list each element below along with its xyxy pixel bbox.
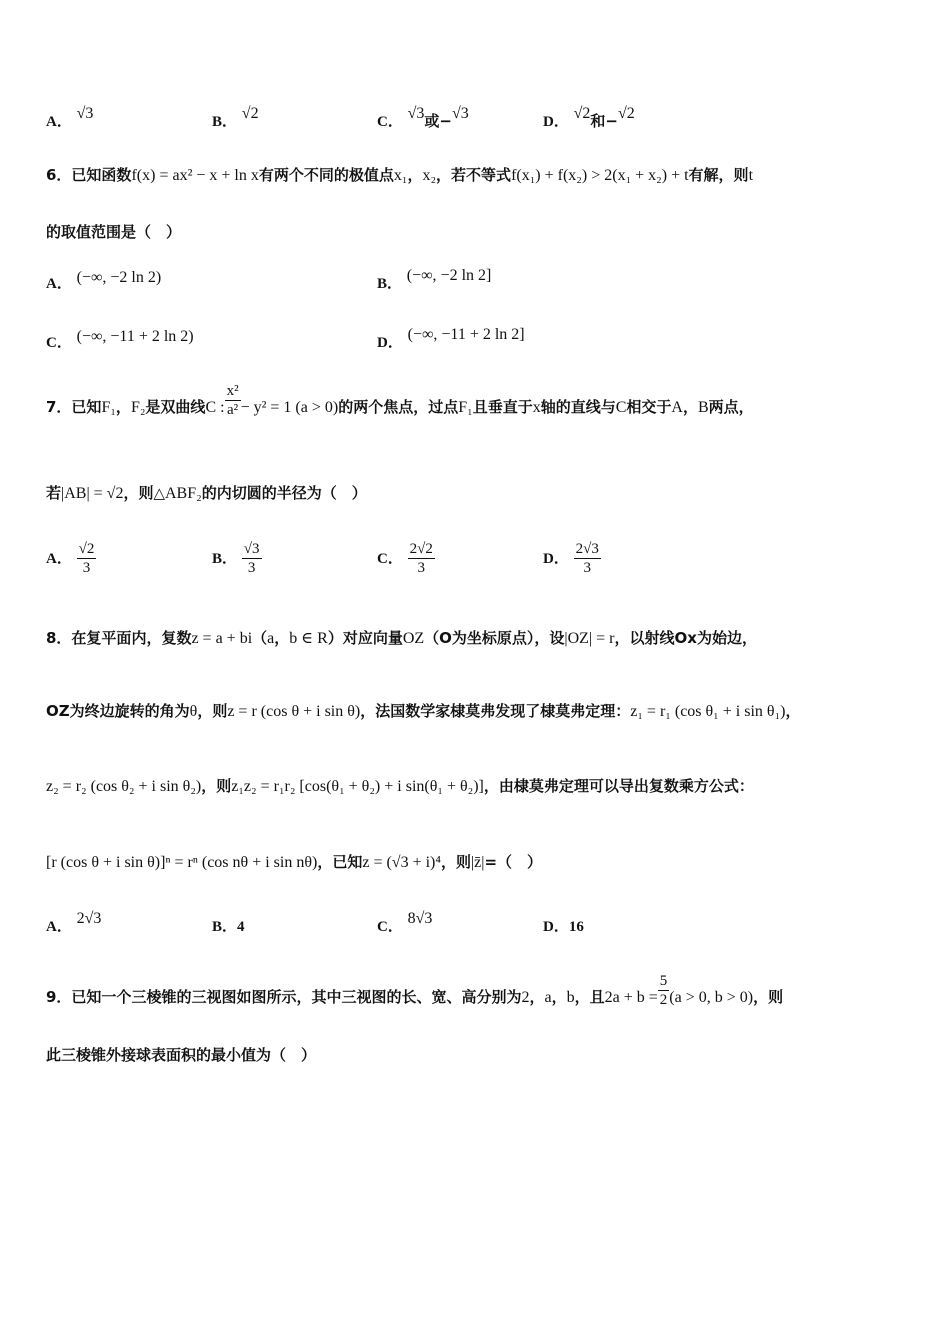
option-label: D． <box>377 335 403 351</box>
math: f(x₁) + f(x₂) > 2(x₁ + x₂) + t <box>511 167 689 184</box>
math: (a > 0, b > 0) <box>669 989 754 1006</box>
math: z = r (cos θ + i sin θ) <box>227 703 361 720</box>
text: ，则 <box>197 702 228 720</box>
option-expr: 4 <box>237 919 245 935</box>
fraction-numerator: 5 <box>659 973 668 989</box>
q6-option-d <box>377 326 525 352</box>
q7-option-d <box>543 540 601 577</box>
math: F₁ <box>101 399 116 416</box>
q8-option-b <box>212 915 245 936</box>
math: 2a + b = <box>604 989 658 1006</box>
text: 7．已知 <box>46 398 102 416</box>
math: [r (cos θ + i sin θ)]ⁿ = rⁿ (cos nθ + i sin nθ) <box>46 854 318 871</box>
text: 的取值范围是（ ） <box>46 223 182 241</box>
math: z₂ = r₂ (cos θ₂ + i sin θ₂) <box>46 778 202 795</box>
text: OZ为终边旋转的角为 <box>46 702 190 720</box>
math: 2 <box>521 989 530 1006</box>
option-label: A． <box>46 551 72 567</box>
math: t <box>748 167 754 184</box>
text: ）对应向量 <box>327 629 403 647</box>
math: x <box>532 399 541 416</box>
option-fraction <box>574 540 601 577</box>
math: |z̄| <box>470 854 485 871</box>
option-label: D． <box>543 919 569 935</box>
q5-option-c <box>377 105 469 131</box>
text: 8．在复平面内，复数 <box>46 629 192 647</box>
q8-stem-line-4 <box>46 855 910 871</box>
condition-fraction <box>658 972 670 1009</box>
option-fraction <box>408 540 435 577</box>
fraction-denominator: 3 <box>247 560 256 576</box>
option-label: A． <box>46 276 72 292</box>
math: x₁ <box>393 167 408 184</box>
fraction-numerator: √3 <box>243 541 260 557</box>
text: ，已知 <box>317 853 363 871</box>
q9-stem-line-2 <box>46 1048 910 1063</box>
text: ，则 <box>440 853 471 871</box>
fraction-numerator: 2√3 <box>575 541 599 557</box>
text: 6．已知函数 <box>46 166 132 184</box>
math: z = a + bi <box>191 630 253 647</box>
option-label: C． <box>377 919 403 935</box>
option-expr-2: √3 <box>451 105 469 122</box>
math: θ <box>189 703 198 720</box>
q7-stem-line-1 <box>46 383 910 430</box>
q8-option-d <box>543 915 584 936</box>
fraction-numerator: 2√2 <box>409 541 433 557</box>
option-connector: 和− <box>590 112 618 130</box>
option-expr: (−∞, −11 + 2 ln 2] <box>407 326 525 343</box>
math: C <box>615 399 627 416</box>
option-label: A． <box>46 114 72 130</box>
fraction-numerator: √2 <box>78 541 95 557</box>
option-expr: √2 <box>241 105 259 122</box>
q6-stem-line-2 <box>46 225 910 240</box>
option-label: B． <box>377 276 403 292</box>
text: 有两个不同的极值点 <box>258 166 394 184</box>
math: F₂ <box>130 399 146 416</box>
math: z₁z₂ = r₁r₂ [cos(θ₁ + θ₂) + i sin(θ₁ + θ₂)] <box>231 778 484 795</box>
text: ， <box>682 398 698 416</box>
option-label: B． <box>212 551 238 567</box>
q8-stem-line-2 <box>46 704 910 720</box>
text: ，法国数学家棣莫弗发现了棣莫弗定理： <box>360 702 631 720</box>
fraction-denominator: 3 <box>583 560 591 576</box>
text: （O为坐标原点），设 <box>424 629 565 647</box>
q8-option-c <box>377 910 433 936</box>
option-expr: (−∞, −11 + 2 ln 2) <box>76 328 194 345</box>
text: ，以射线Ox为始边， <box>614 629 757 647</box>
option-label: C． <box>46 335 72 351</box>
q5-option-d <box>543 105 635 131</box>
option-expr: 8√3 <box>407 910 433 927</box>
option-expr: √2 <box>573 105 591 122</box>
q8-stem-line-3 <box>46 779 910 795</box>
math: − y² = 1 (a > 0) <box>240 399 339 416</box>
option-label: D． <box>543 114 569 130</box>
option-expr: √3 <box>76 105 94 122</box>
text: ， <box>274 629 290 647</box>
math: a <box>544 989 552 1006</box>
text: ， <box>407 166 423 184</box>
text: 的内切圆的半径为（ ） <box>201 484 367 502</box>
option-expr-2: √2 <box>617 105 635 122</box>
text: ， <box>529 988 545 1006</box>
option-expr: (−∞, −2 ln 2) <box>76 269 162 286</box>
q7-option-a <box>46 540 96 577</box>
text: 9．已知一个三棱锥的三视图如图所示，其中三视图的长、宽、高分别为 <box>46 988 522 1006</box>
text: 若 <box>46 484 62 502</box>
text: 是双曲线 <box>145 398 206 416</box>
option-expr: √3 <box>407 105 425 122</box>
text: =（ ） <box>484 853 543 871</box>
text: ， <box>551 988 567 1006</box>
option-label: B． <box>212 114 238 130</box>
option-expr: (−∞, −2 ln 2] <box>406 267 492 284</box>
text: ，且 <box>574 988 605 1006</box>
fraction-denominator: 2 <box>659 992 668 1008</box>
option-label: A． <box>46 919 72 935</box>
option-expr: 16 <box>568 919 584 935</box>
text: ，则△ <box>123 484 165 502</box>
option-connector: 或− <box>424 112 452 130</box>
q8-option-a <box>46 910 102 936</box>
text: 有解，则 <box>688 166 749 184</box>
q6-option-c <box>46 328 194 352</box>
text: 此三棱锥外接球表面积的最小值为（ ） <box>46 1046 317 1064</box>
text: ， <box>785 702 801 720</box>
fraction-numerator: x² <box>226 383 239 399</box>
text: 轴的直线与 <box>540 398 616 416</box>
math: |OZ| = r <box>564 630 615 647</box>
math: a <box>267 630 275 647</box>
option-expr: 2√3 <box>76 910 102 927</box>
q5-option-a <box>46 105 94 131</box>
math: |AB| = √2 <box>61 485 124 502</box>
q6-stem-line-1 <box>46 168 910 184</box>
math: C : <box>205 399 225 416</box>
text: （ <box>252 629 268 647</box>
option-fraction <box>77 540 97 577</box>
q7-option-c <box>377 540 435 577</box>
text: ，则 <box>201 777 232 795</box>
q9-stem-line-1 <box>46 973 910 1020</box>
fraction-denominator: 3 <box>417 560 425 576</box>
math: f(x) = ax² − x + ln x <box>131 167 259 184</box>
hyperbola-fraction <box>225 382 241 419</box>
fraction-denominator: a² <box>226 402 239 418</box>
q7-stem-line-2 <box>46 486 910 502</box>
math: x₂ <box>422 167 437 184</box>
math: z = (√3 + i)⁴ <box>362 854 441 871</box>
math: z₁ = r₁ (cos θ₁ + i sin θ₁) <box>630 703 786 720</box>
option-label: C． <box>377 551 403 567</box>
q5-option-b <box>212 105 259 131</box>
option-fraction <box>242 540 262 577</box>
fraction-denominator: 3 <box>82 560 91 576</box>
text: 两点， <box>708 398 754 416</box>
text: 相交于 <box>626 398 672 416</box>
math: B <box>697 399 709 416</box>
q6-option-a <box>46 269 162 293</box>
math: A <box>671 399 683 416</box>
math: F₁ <box>458 399 473 416</box>
text: 的两个焦点，过点 <box>338 398 459 416</box>
text: ，由棣莫弗定理可以导出复数乘方公式： <box>483 777 754 795</box>
option-label: D． <box>543 551 569 567</box>
q8-stem-line-1 <box>46 631 910 647</box>
math: b ∈ R <box>289 630 328 647</box>
q6-option-b <box>377 267 492 293</box>
text: ，若不等式 <box>436 166 512 184</box>
text: 且垂直于 <box>472 398 533 416</box>
option-label: B． <box>212 919 238 935</box>
math: ABF₂ <box>165 485 202 502</box>
q7-option-b <box>212 540 262 577</box>
option-label: C． <box>377 114 403 130</box>
text: ，则 <box>753 988 784 1006</box>
math: b <box>566 989 575 1006</box>
math: OZ <box>402 630 425 647</box>
text: ， <box>115 398 131 416</box>
